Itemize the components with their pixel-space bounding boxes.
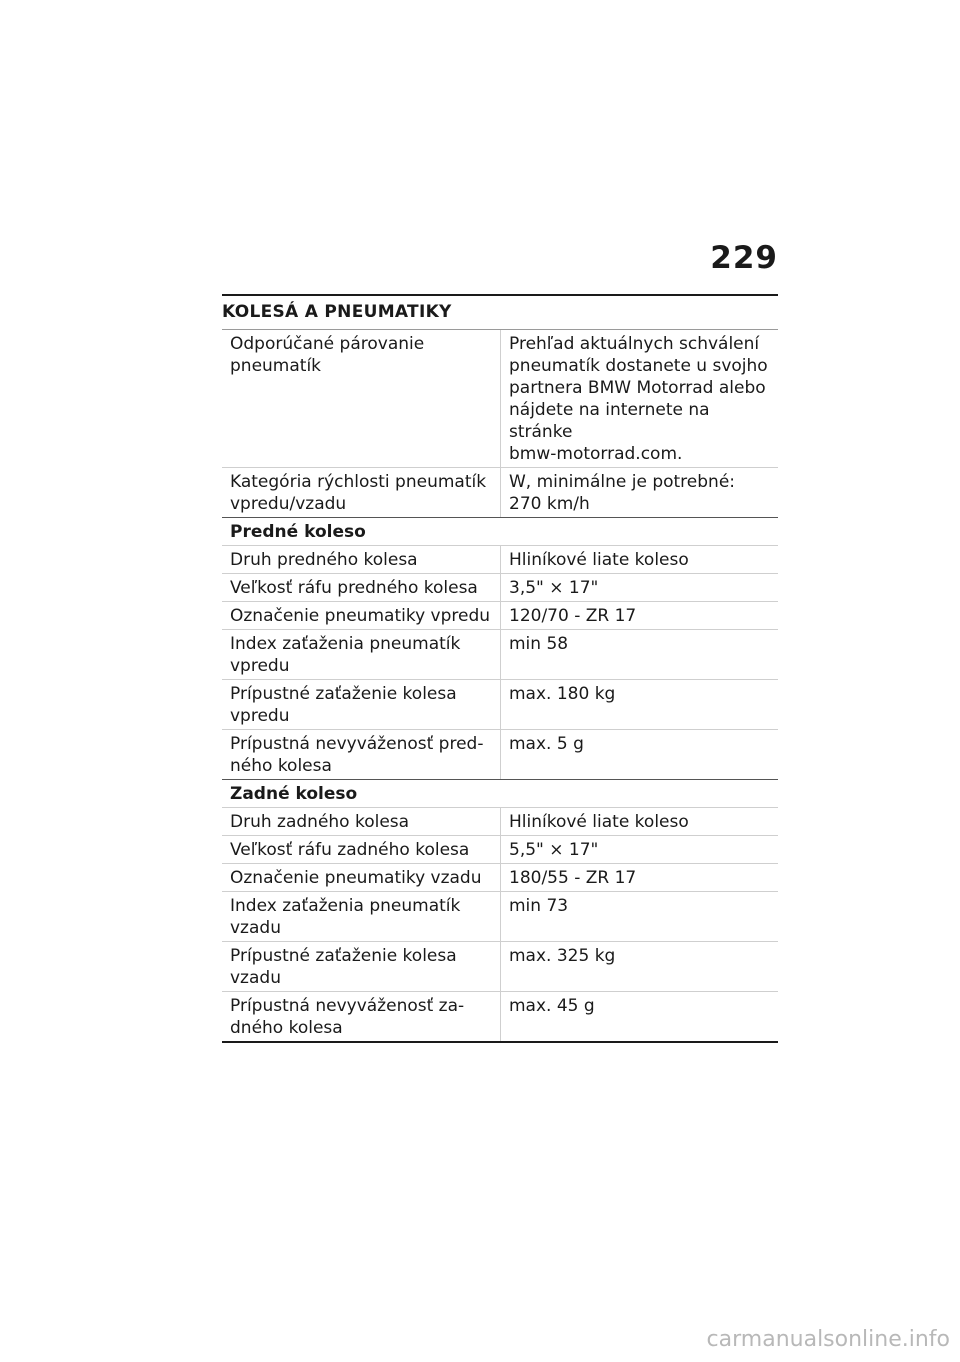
spec-value	[501, 602, 779, 630]
spec-value	[501, 546, 779, 574]
spec-key	[222, 680, 501, 730]
spec-value-line: 120/70 - ZR 17	[509, 606, 637, 626]
spec-value-line: 270 km/h	[509, 494, 590, 514]
spec-key-line: Prípustné zaťaženie kolesa	[230, 684, 457, 704]
specs-table-body	[222, 330, 778, 1042]
spec-value-line: min 58	[509, 634, 569, 654]
spec-key	[222, 330, 501, 468]
spec-value-line: nájdete na internete na stránke	[509, 400, 710, 442]
spec-row	[222, 630, 778, 680]
spec-value	[501, 730, 779, 780]
spec-value-line: 180/55 - ZR 17	[509, 868, 637, 888]
spec-row	[222, 892, 778, 942]
spec-value-line: Hliníkové liate koleso	[509, 550, 689, 570]
spec-key-line: Označenie pneumatiky vpredu	[230, 606, 491, 626]
spec-value	[501, 992, 779, 1043]
spec-row	[222, 546, 778, 574]
spec-value-line: Prehľad aktuálnych schválení	[509, 334, 760, 354]
spec-key-line: dného kolesa	[230, 1018, 343, 1038]
spec-key-line: Kategória rýchlosti pneumatík	[230, 472, 487, 492]
spec-key-line: pneumatík	[230, 356, 322, 376]
spec-key-line: Index zaťaženia pneumatík	[230, 896, 461, 916]
spec-value	[501, 574, 779, 602]
spec-row	[222, 808, 778, 836]
spec-value-line: max. 45 g	[509, 996, 595, 1016]
spec-key	[222, 574, 501, 602]
spec-value-line: W, minimálne je potrebné:	[509, 472, 736, 492]
spec-value-line: 5,5" × 17"	[509, 840, 599, 860]
spec-value	[501, 942, 779, 992]
spec-key	[222, 630, 501, 680]
spec-value	[501, 892, 779, 942]
spec-key-line: Prípustné zaťaženie kolesa	[230, 946, 457, 966]
page-number: 229	[710, 240, 778, 276]
spec-key-line: Veľkosť ráfu predného kolesa	[230, 578, 478, 598]
spec-key-line: Druh zadného kolesa	[230, 812, 410, 832]
spec-row	[222, 942, 778, 992]
spec-key-line: Prípustná nevyváženosť pred-	[230, 734, 484, 754]
spec-key-line: ného kolesa	[230, 756, 332, 776]
wheels-tyres-section	[222, 294, 778, 1043]
spec-row	[222, 680, 778, 730]
spec-key-line: vpredu/vzadu	[230, 494, 347, 514]
watermark[interactable]: carmanualsonline.info	[706, 1327, 950, 1352]
rear-wheel-heading	[222, 780, 778, 808]
spec-value-line: max. 325 kg	[509, 946, 616, 966]
spec-value-line: partnera BMW Motorrad alebo	[509, 378, 766, 398]
spec-key	[222, 546, 501, 574]
section-title: KOLESÁ A PNEUMATIKY	[222, 294, 778, 330]
spec-key	[222, 602, 501, 630]
rear-wheel-heading-label: Zadné koleso	[222, 780, 778, 808]
specs-table	[222, 330, 778, 1043]
spec-key	[222, 864, 501, 892]
spec-value	[501, 330, 779, 468]
front-wheel-heading-label: Predné koleso	[222, 518, 778, 546]
spec-value	[501, 864, 779, 892]
spec-value-line: bmw-motorrad.com.	[509, 444, 683, 464]
spec-value	[501, 808, 779, 836]
spec-key	[222, 892, 501, 942]
spec-key-line: vzadu	[230, 968, 281, 988]
spec-key	[222, 730, 501, 780]
spec-row	[222, 330, 778, 468]
spec-row	[222, 864, 778, 892]
spec-row	[222, 992, 778, 1043]
spec-key	[222, 468, 501, 518]
spec-value-line: pneumatík dostanete u svojho	[509, 356, 768, 376]
spec-value	[501, 680, 779, 730]
spec-key	[222, 808, 501, 836]
spec-key	[222, 836, 501, 864]
front-wheel-heading	[222, 518, 778, 546]
spec-value-line: max. 5 g	[509, 734, 584, 754]
spec-row	[222, 602, 778, 630]
spec-key-line: Druh predného kolesa	[230, 550, 418, 570]
spec-key-line: Označenie pneumatiky vzadu	[230, 868, 482, 888]
spec-value-line: max. 180 kg	[509, 684, 616, 704]
spec-value-line: min 73	[509, 896, 569, 916]
spec-value-line: 3,5" × 17"	[509, 578, 599, 598]
spec-value-line: Hliníkové liate koleso	[509, 812, 689, 832]
spec-row	[222, 468, 778, 518]
spec-key-line: vpredu	[230, 706, 290, 726]
spec-key-line: Prípustná nevyváženosť za-	[230, 996, 465, 1016]
spec-value	[501, 468, 779, 518]
spec-key-line: vzadu	[230, 918, 281, 938]
spec-row	[222, 574, 778, 602]
spec-key-line: vpredu	[230, 656, 290, 676]
spec-value	[501, 630, 779, 680]
spec-key	[222, 992, 501, 1043]
spec-key-line: Veľkosť ráfu zadného kolesa	[230, 840, 470, 860]
spec-key	[222, 942, 501, 992]
spec-key-line: Odporúčané párovanie	[230, 334, 425, 354]
spec-row	[222, 836, 778, 864]
spec-value	[501, 836, 779, 864]
spec-key-line: Index zaťaženia pneumatík	[230, 634, 461, 654]
spec-row	[222, 730, 778, 780]
